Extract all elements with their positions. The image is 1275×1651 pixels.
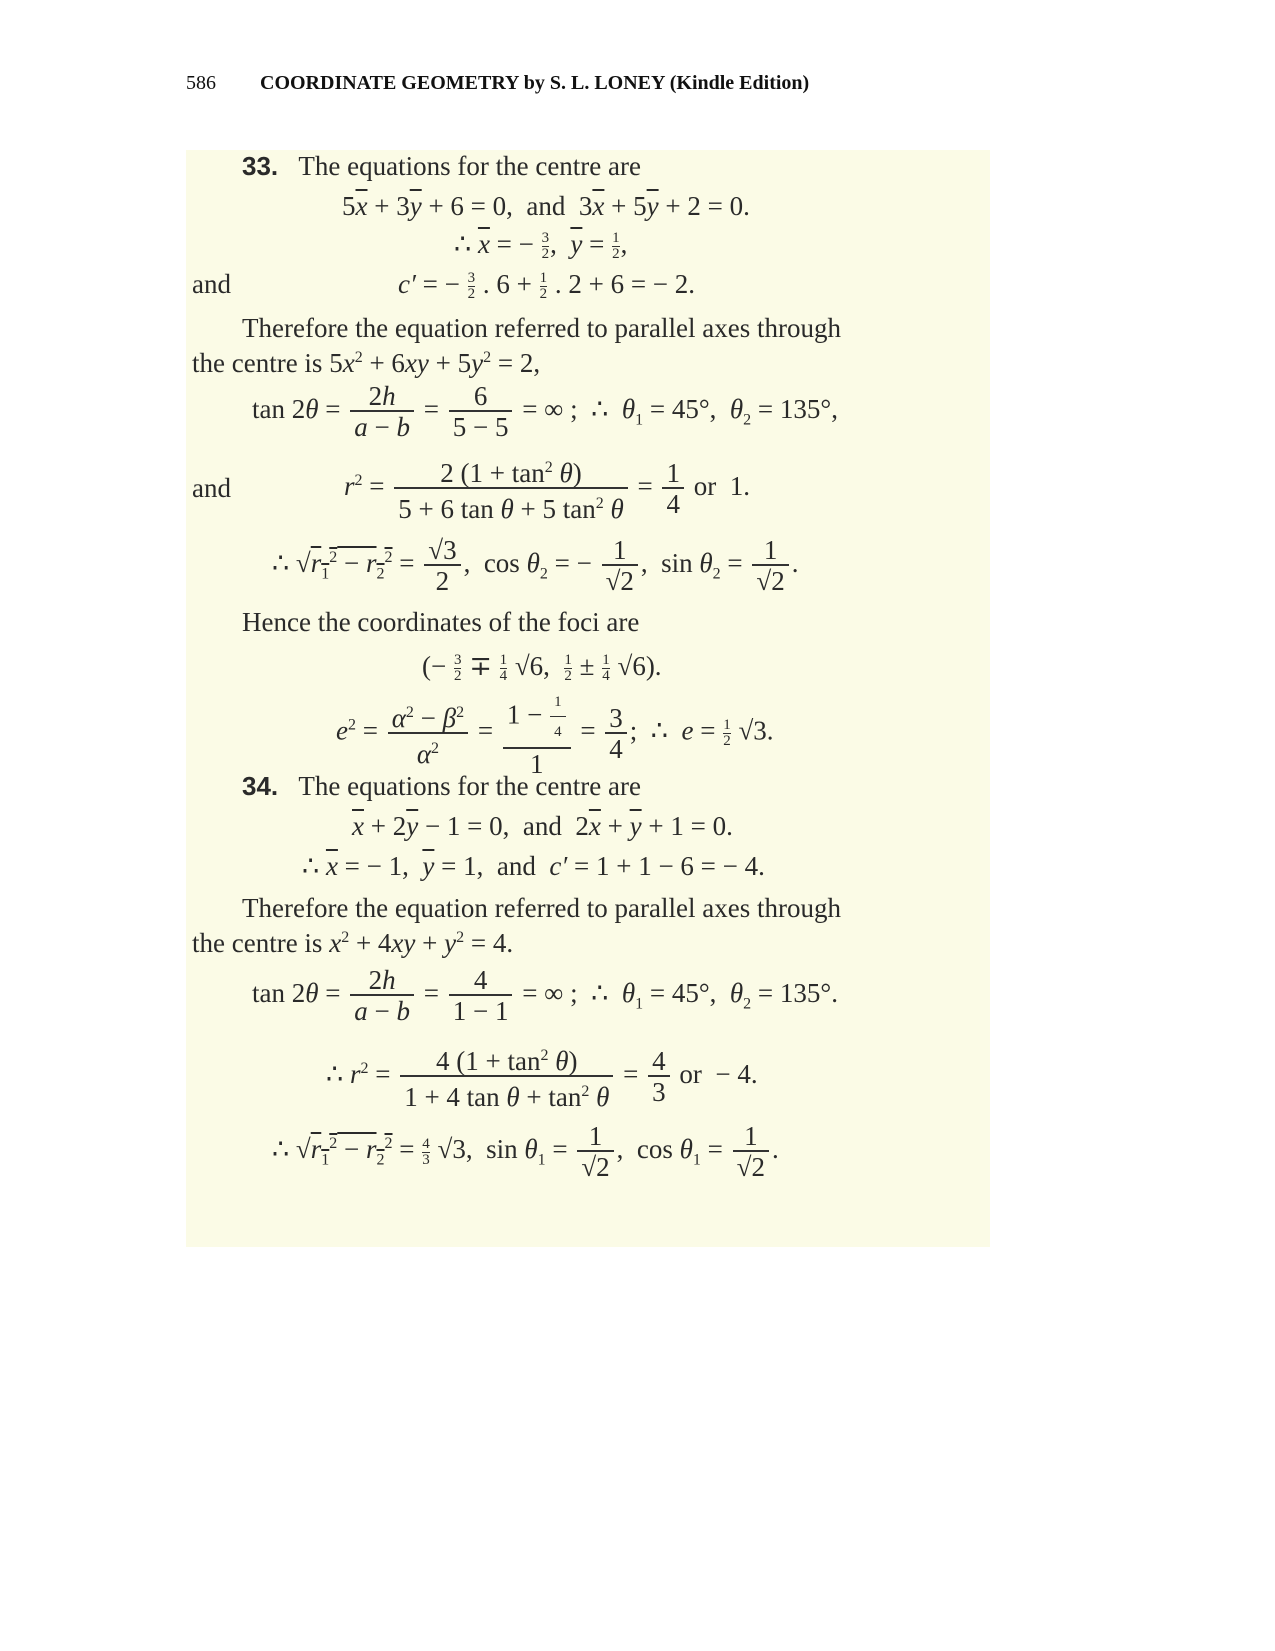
eq-33-eccentricity: $e^2$ = $\frac{\alpha^2 - \beta^2}{\alpha^2}$ = 1 − $\frac{1}{4}$ 1 = $\frac{3}{4}$ ; ∴ e = $\frac{1}{2}$ √3. <box>336 694 774 779</box>
eq-33-r2: $r^2$ = $\frac{2 (1 + \tan^2 \theta)}{5 + 6 \tan \theta + 5 \tan^2 \theta}$ = $\frac{1}{4}$ or 1. <box>344 458 750 524</box>
eq-34-tan: tan 2θ = $\frac{2h}{a - b}$ = $\frac{4}{1 - 1}$ = ∞ ; ∴ $\theta_1 = 45^\circ$, $\theta_2 = 135^\circ$. <box>252 965 838 1026</box>
eq-34-centre: $\overline{x} + 2\overline{y} - 1 = 0$, and $2\overline{x} + \overline{y} + 1 = 0$. <box>352 811 733 841</box>
para-33-1: Therefore the equation referred to parallel axes through <box>242 313 841 343</box>
problem-33-heading <box>242 150 641 182</box>
and-label-2: and <box>192 473 231 503</box>
eq-33-roots: ∴ $√r_1^2 - r_2^2$ = $\frac{√3}{2}$ , $\cos \theta_2$ = − $\frac{1}{√2}$ , $\sin \theta_2$ = $\frac{1}{√2}$ . <box>272 535 799 596</box>
scanned-page <box>186 150 990 1247</box>
eq-34-roots: ∴ $√r_1^2 - r_2^2$ = $\frac{4}{3}$ √3, $\sin \theta_1$ = $\frac{1}{√2}$ , $\cos \theta_1$ = $\frac{1}{√2}$ . <box>272 1121 779 1182</box>
book-title: COORDINATE GEOMETRY by S. L. LONEY (Kindle Edition) <box>260 72 810 94</box>
eq-33-solution: ∴ $\overline{x}$ = − $\frac{3}{2}$ , $\overline{y}$ = $\frac{1}{2}$ , <box>454 229 628 263</box>
page-number: 586 <box>186 72 216 94</box>
eq-33-tan: tan 2θ = $\frac{2h}{a - b}$ = $\frac{6}{5 - 5}$ = ∞ ; ∴ $\theta_1 = 45^\circ$, $\theta_2 = 135^\circ$, <box>252 381 838 442</box>
problem-33-number: 33. <box>242 151 279 181</box>
problem-34-intro: The equations for the centre are <box>298 771 641 801</box>
eq-33-centre: $5\overline{x} + 3\overline{y} + 6 = 0$, and $3\overline{x} + 5\overline{y} + 2 = 0$. <box>342 191 750 221</box>
para-34-2: the centre is $x^2 + 4xy + y^2 = 4$. <box>192 928 514 958</box>
hence-33: Hence the coordinates of the foci are <box>242 607 640 637</box>
problem-33-intro: The equations for the centre are <box>298 151 641 181</box>
page-header <box>186 72 809 95</box>
problem-34-number: 34. <box>242 771 279 801</box>
eq-33-foci: (− $\frac{3}{2}$ ∓ $\frac{1}{4}$ √6, $\frac{1}{2}$ ± $\frac{1}{4}$ √6). <box>422 651 662 685</box>
eq-34-solution: ∴ $\overline{x}$ = − 1, $\overline{y} = 1$, and c′ = 1 + 1 − 6 = − 4. <box>302 851 765 881</box>
and-label-1: and <box>192 269 231 299</box>
eq-33-cprime: c′ = − $\frac{3}{2}$ . 6 + $\frac{1}{2}$ . 2 + 6 = − 2. <box>398 269 696 303</box>
para-34-1: Therefore the equation referred to parallel axes through <box>242 893 841 923</box>
problem-34-heading <box>242 770 641 802</box>
eq-34-r2: ∴ $r^2$ = $\frac{4 (1 + \tan^2 \theta)}{1 + 4 \tan \theta + \tan^2 \theta}$ = $\frac{4}{3}$ or − 4. <box>326 1046 758 1112</box>
para-33-2: the centre is $5x^2 + 6xy + 5y^2 = 2$, <box>192 348 541 378</box>
